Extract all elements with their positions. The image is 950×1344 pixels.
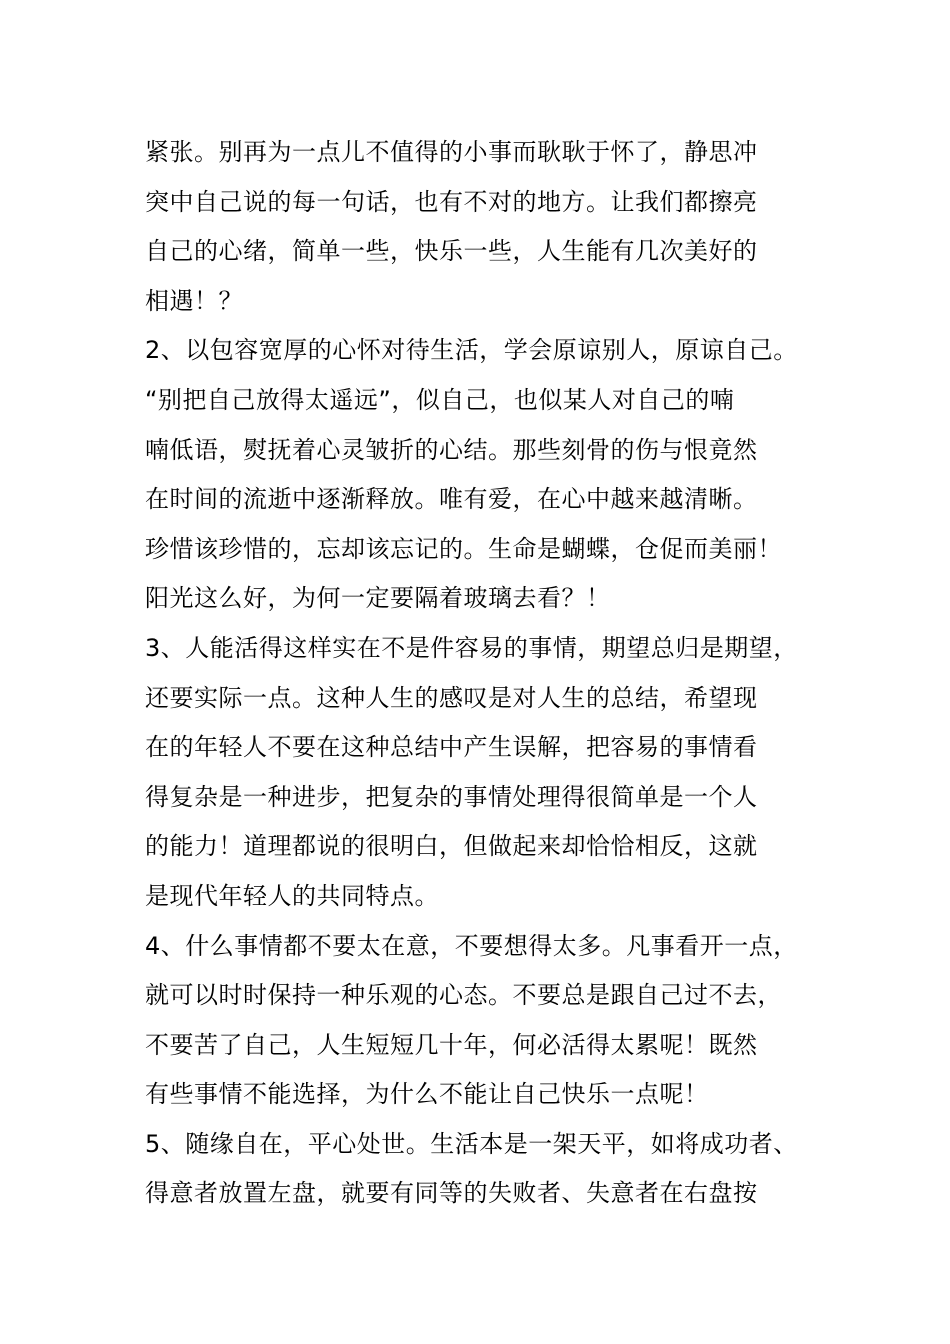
text-line: 得意者放置左盘，就要有同等的失败者、失意者在右盘按 — [145, 1179, 758, 1208]
text-line: “别把自己放得太遥远”，似自己，也似某人对自己的喃 — [145, 385, 735, 414]
text-line: 紧张。别再为一点儿不值得的小事而耿耿于怀了，静思冲 — [145, 138, 758, 166]
text-line: 是现代年轻人的共同特点。 — [145, 881, 439, 910]
text-line: 阳光这么好，为何一定要隔着玻璃去看？！ — [145, 584, 611, 613]
text-line: 4、什么事情都不要太在意，不要想得太多。凡事看开一点， — [145, 931, 798, 960]
body-text — [145, 128, 825, 1219]
text-line: 有些事情不能选择，为什么不能让自己快乐一点呢！ — [145, 1080, 709, 1109]
text-line: 相遇！？ — [145, 286, 243, 315]
text-line: 的能力！道理都说的很明白，但做起来却恰恰相反，这就 — [145, 832, 758, 861]
text-line: 2、以包容宽厚的心怀对待生活，学会原谅别人，原谅自己。 — [145, 336, 798, 365]
text-line: 3、人能活得这样实在不是件容易的事情，期望总归是期望， — [145, 633, 798, 662]
text-line: 不要苦了自己，人生短短几十年，何必活得太累呢！既然 — [145, 1030, 758, 1059]
text-line: 5、随缘自在，平心处世。生活本是一架天平，如将成功者、 — [145, 1129, 798, 1158]
text-line: 就可以时时保持一种乐观的心态。不要总是跟自己过不去， — [145, 981, 782, 1010]
text-line: 喃低语，熨抚着心灵皱折的心结。那些刻骨的伤与恨竟然 — [145, 435, 758, 464]
text-line: 突中自己说的每一句话，也有不对的地方。让我们都擦亮 — [145, 187, 758, 216]
text-line: 得复杂是一种进步，把复杂的事情处理得很简单是一个人 — [145, 782, 758, 811]
text-line: 珍惜该珍惜的，忘却该忘记的。生命是蝴蝶，仓促而美丽！ — [145, 534, 782, 563]
text-line: 自己的心绪，简单一些，快乐一些，人生能有几次美好的 — [145, 237, 758, 266]
text-line: 还要实际一点。这种人生的感叹是对人生的总结，希望现 — [145, 683, 758, 712]
text-line: 在时间的流逝中逐渐释放。唯有爱，在心中越来越清晰。 — [145, 485, 758, 514]
text-line: 在的年轻人不要在这种总结中产生误解，把容易的事情看 — [145, 733, 758, 762]
